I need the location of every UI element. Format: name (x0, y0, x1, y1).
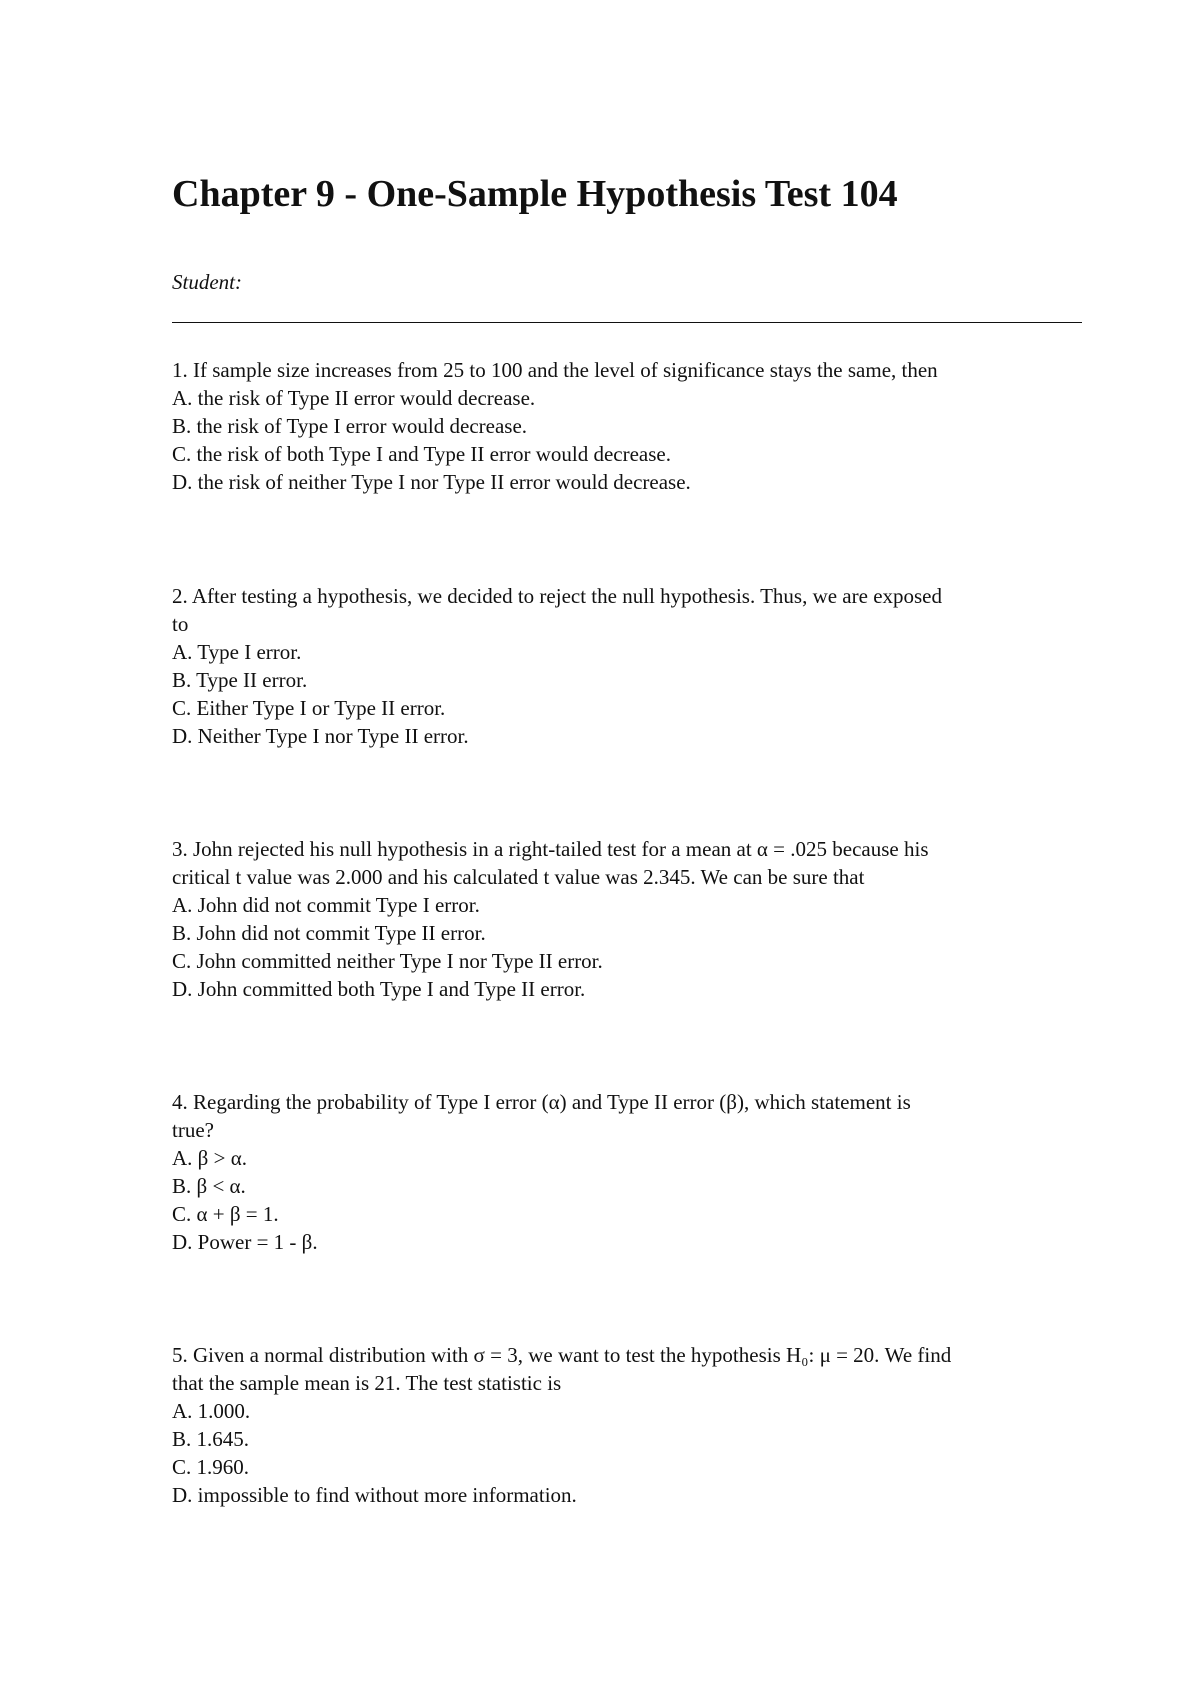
choice-a: A. Type I error. (172, 640, 302, 664)
question-3 (172, 835, 1082, 1003)
choice-c: C. α + β = 1. (172, 1202, 279, 1226)
question-stem: 1. If sample size increases from 25 to 100 and the level of significance stays the same, then (172, 358, 938, 382)
question-4 (172, 1088, 1082, 1256)
choice-b: B. the risk of Type I error would decrease. (172, 414, 528, 438)
choice-a: A. β > α. (172, 1146, 247, 1170)
question-stem: 4. Regarding the probability of Type I error (α) and Type II error (β), which statement is (172, 1090, 911, 1114)
page-title: Chapter 9 - One-Sample Hypothesis Test 104 (172, 173, 898, 215)
choice-c: C. Either Type I or Type II error. (172, 696, 446, 720)
choice-b: B. 1.645. (172, 1427, 250, 1451)
choice-c: C. the risk of both Type I and Type II error would decrease. (172, 442, 671, 466)
question-stem: 5. Given a normal distribution with σ = 3, we want to test the hypothesis H₀: μ = 20. We find (172, 1343, 952, 1367)
choice-b: B. John did not commit Type II error. (172, 921, 486, 945)
choice-a: A. the risk of Type II error would decrease. (172, 386, 536, 410)
choice-a: A. John did not commit Type I error. (172, 893, 480, 917)
choice-d: D. Power = 1 - β. (172, 1230, 318, 1254)
choice-a: A. 1.000. (172, 1399, 251, 1423)
choice-d: D. impossible to find without more information. (172, 1483, 577, 1507)
choice-d: D. the risk of neither Type I nor Type II error would decrease. (172, 470, 691, 494)
student-label: Student: (172, 270, 242, 294)
question-stem-continued: that the sample mean is 21. The test statistic is (172, 1371, 562, 1395)
choice-c: C. John committed neither Type I nor Type II error. (172, 949, 603, 973)
choice-d: D. John committed both Type I and Type II error. (172, 977, 586, 1001)
question-5 (172, 1341, 1082, 1509)
question-2 (172, 582, 1082, 750)
choice-b: B. Type II error. (172, 668, 308, 692)
question-stem-continued: true? (172, 1118, 214, 1142)
question-stem-continued: critical t value was 2.000 and his calculated t value was 2.345. We can be sure that (172, 865, 865, 889)
question-stem: 3. John rejected his null hypothesis in a right-tailed test for a mean at α = .025 because his (172, 837, 929, 861)
question-1 (172, 356, 1082, 496)
choice-d: D. Neither Type I nor Type II error. (172, 724, 469, 748)
question-stem: 2. After testing a hypothesis, we decided to reject the null hypothesis. Thus, we are exposed (172, 584, 943, 608)
choice-b: B. β < α. (172, 1174, 246, 1198)
student-name-line (172, 322, 1082, 323)
choice-c: C. 1.960. (172, 1455, 250, 1479)
question-stem-continued: to (172, 612, 189, 636)
